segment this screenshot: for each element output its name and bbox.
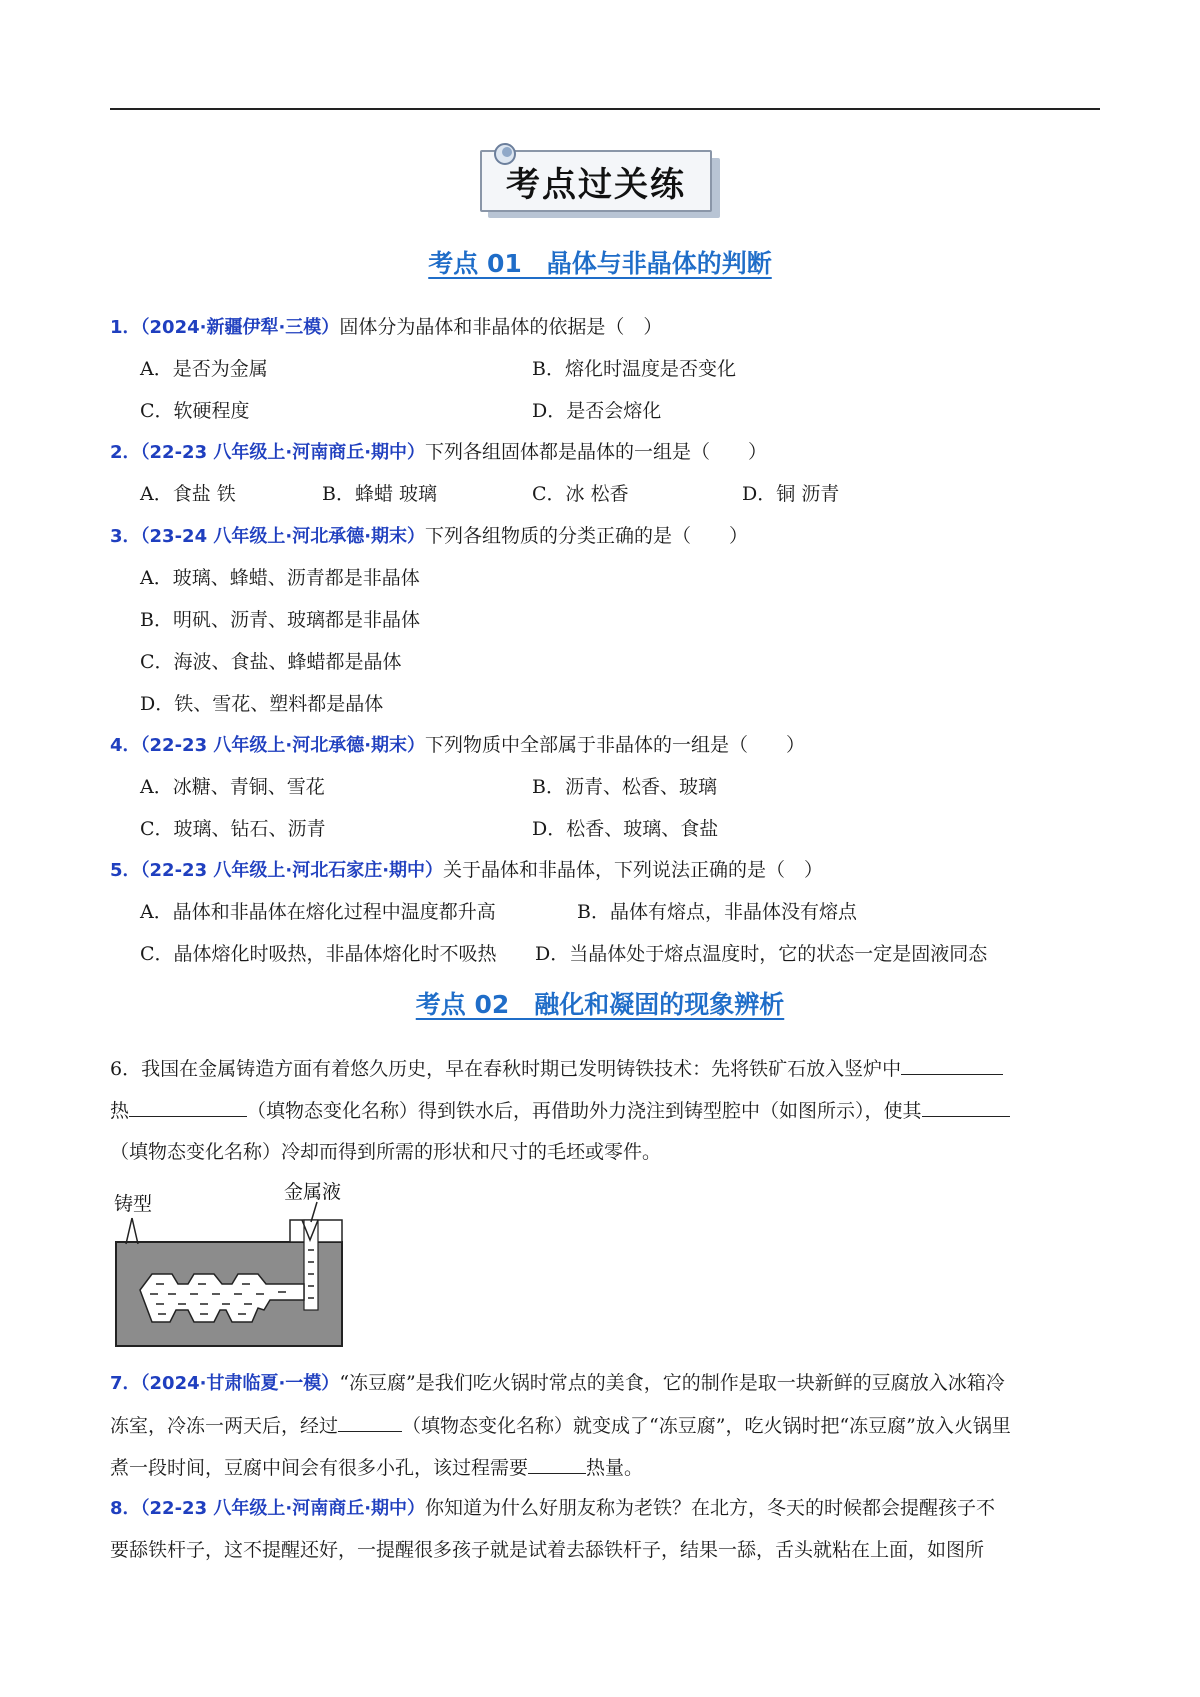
question-source: （23-24 八年级上·河北承德·期末） bbox=[140, 526, 426, 547]
question-7-line-2 bbox=[110, 1411, 1100, 1440]
casting-mold-figure bbox=[112, 1180, 372, 1355]
option-b[interactable]: B．明矾、沥青、玻璃都是非晶体 bbox=[140, 609, 420, 631]
answer-blank[interactable] bbox=[922, 1096, 1010, 1117]
question-6-line-3 bbox=[110, 1138, 1100, 1166]
answer-blank[interactable] bbox=[338, 1411, 402, 1432]
question-text: 冻室，冷冻一两天后，经过 bbox=[110, 1415, 339, 1437]
question-text: 下列物质中全部属于非晶体的一组是（ ） bbox=[425, 734, 806, 756]
question-3-stem bbox=[110, 522, 1100, 551]
question-number: 3． bbox=[110, 526, 141, 547]
option-d[interactable]: D．铁、雪花、塑料都是晶体 bbox=[140, 693, 384, 715]
option-c[interactable]: C．软硬程度 bbox=[140, 400, 250, 422]
question-8-line-2 bbox=[110, 1536, 1100, 1564]
question-text: 你知道为什么好朋友称为老铁？在北方，冬天的时候都会提醒孩子不 bbox=[425, 1497, 996, 1519]
casting-mold-diagram bbox=[112, 1180, 372, 1355]
option-d[interactable]: D．铜 沥青 bbox=[742, 483, 840, 505]
question-text: 下列各组固体都是晶体的一组是（ ） bbox=[425, 441, 768, 463]
question-text: （填物态变化名称）得到铁水后，再借助外力浇注到铸型腔中（如图所示），使其 bbox=[247, 1100, 922, 1122]
question-number: 1． bbox=[110, 317, 141, 338]
question-number: 7． bbox=[110, 1373, 141, 1394]
question-text: 煮一段时间，豆腐中间会有很多小孔，该过程需要 bbox=[110, 1457, 529, 1479]
answer-blank[interactable] bbox=[129, 1096, 247, 1117]
question-8-line-1 bbox=[110, 1494, 1100, 1523]
question-text: （填物态变化名称）就变成了“冻豆腐”，吃火锅时把“冻豆腐”放入火锅里 bbox=[402, 1415, 1011, 1437]
question-text: 下列各组物质的分类正确的是（ ） bbox=[425, 525, 749, 547]
option-c[interactable]: C．玻璃、钻石、沥青 bbox=[140, 818, 326, 840]
option-a[interactable]: A．冰糖、青铜、雪花 bbox=[140, 776, 325, 798]
option-c[interactable]: C．冰 松香 bbox=[532, 483, 629, 505]
option-b[interactable]: B．蜂蜡 玻璃 bbox=[322, 483, 438, 505]
option-d[interactable]: D．当晶体处于熔点温度时，它的状态一定是固液同态 bbox=[535, 943, 988, 965]
section-title-1-text: 考点 01 晶体与非晶体的判断 bbox=[428, 249, 772, 278]
question-text: 热量。 bbox=[586, 1457, 644, 1479]
question-text: 固体分为晶体和非晶体的依据是（ ） bbox=[339, 316, 663, 338]
option-c[interactable]: C．晶体熔化时吸热，非晶体熔化时不吸热 bbox=[140, 943, 497, 965]
section-title-2 bbox=[0, 985, 1200, 1021]
option-d[interactable]: D．松香、玻璃、食盐 bbox=[532, 818, 719, 840]
question-2-stem bbox=[110, 438, 1100, 467]
question-text: “冻豆腐”是我们吃火锅时常点的美食，它的制作是取一块新鲜的豆腐放入冰箱冷 bbox=[339, 1372, 1005, 1394]
banner-box bbox=[480, 150, 712, 212]
section-title-1 bbox=[0, 244, 1200, 280]
question-number: 8． bbox=[110, 1498, 141, 1519]
option-a[interactable]: A．是否为金属 bbox=[140, 358, 268, 380]
question-source: （2024·甘肃临夏·一模） bbox=[140, 1373, 340, 1394]
question-source: （2024·新疆伊犁·三模） bbox=[140, 317, 340, 338]
question-number: 4． bbox=[110, 735, 141, 756]
question-6-line-1 bbox=[110, 1054, 1100, 1083]
question-number: 2． bbox=[110, 442, 141, 463]
option-c[interactable]: C．海波、食盐、蜂蜡都是晶体 bbox=[140, 651, 402, 673]
question-source: （22-23 八年级上·河南商丘·期中） bbox=[140, 442, 426, 463]
option-a[interactable]: A．玻璃、蜂蜡、沥青都是非晶体 bbox=[140, 567, 420, 589]
option-b[interactable]: B．熔化时温度是否变化 bbox=[532, 358, 736, 380]
question-7-line-3 bbox=[110, 1453, 1100, 1482]
question-source: （22-23 八年级上·河南商丘·期中） bbox=[140, 1498, 426, 1519]
label-liquid-metal: 金属液 bbox=[284, 1181, 342, 1203]
label-mold: 铸型 bbox=[114, 1193, 153, 1215]
option-a[interactable]: A．晶体和非晶体在熔化过程中温度都升高 bbox=[140, 901, 496, 923]
question-text: （填物态变化名称）冷却而得到所需的形状和尺寸的毛坯或零件。 bbox=[110, 1141, 662, 1163]
question-4-stem bbox=[110, 731, 1100, 760]
question-1-stem bbox=[110, 313, 1100, 342]
question-text: 热 bbox=[110, 1100, 130, 1122]
question-6-line-2 bbox=[110, 1096, 1100, 1125]
section-title-2-text: 考点 02 融化和凝固的现象辨析 bbox=[415, 990, 785, 1019]
answer-blank[interactable] bbox=[901, 1054, 1003, 1075]
pin-dot bbox=[502, 147, 512, 157]
question-text: 关于晶体和非晶体，下列说法正确的是（ ） bbox=[443, 859, 824, 881]
answer-blank[interactable] bbox=[528, 1453, 586, 1474]
question-7-line-1 bbox=[110, 1369, 1100, 1398]
banner-title: 考点过关练 bbox=[506, 164, 686, 205]
question-source: （22-23 八年级上·河北承德·期末） bbox=[140, 735, 426, 756]
option-b[interactable]: B．沥青、松香、玻璃 bbox=[532, 776, 717, 798]
option-b[interactable]: B．晶体有熔点，非晶体没有熔点 bbox=[577, 901, 857, 923]
question-text: 6．我国在金属铸造方面有着悠久历史，早在春秋时期已发明铸铁技术：先将铁矿石放入竖炉中 bbox=[110, 1058, 902, 1080]
question-5-stem bbox=[110, 856, 1100, 885]
option-a[interactable]: A．食盐 铁 bbox=[140, 483, 236, 505]
section-banner bbox=[480, 150, 720, 218]
question-text: 要舔铁杆子，这不提醒还好，一提醒很多孩子就是试着去舔铁杆子，结果一舔，舌头就粘在上面，如图所 bbox=[110, 1539, 985, 1561]
question-source: （22-23 八年级上·河北石家庄·期中） bbox=[140, 860, 444, 881]
question-number: 5． bbox=[110, 860, 141, 881]
header-rule bbox=[110, 108, 1100, 110]
option-d[interactable]: D．是否会熔化 bbox=[532, 400, 662, 422]
